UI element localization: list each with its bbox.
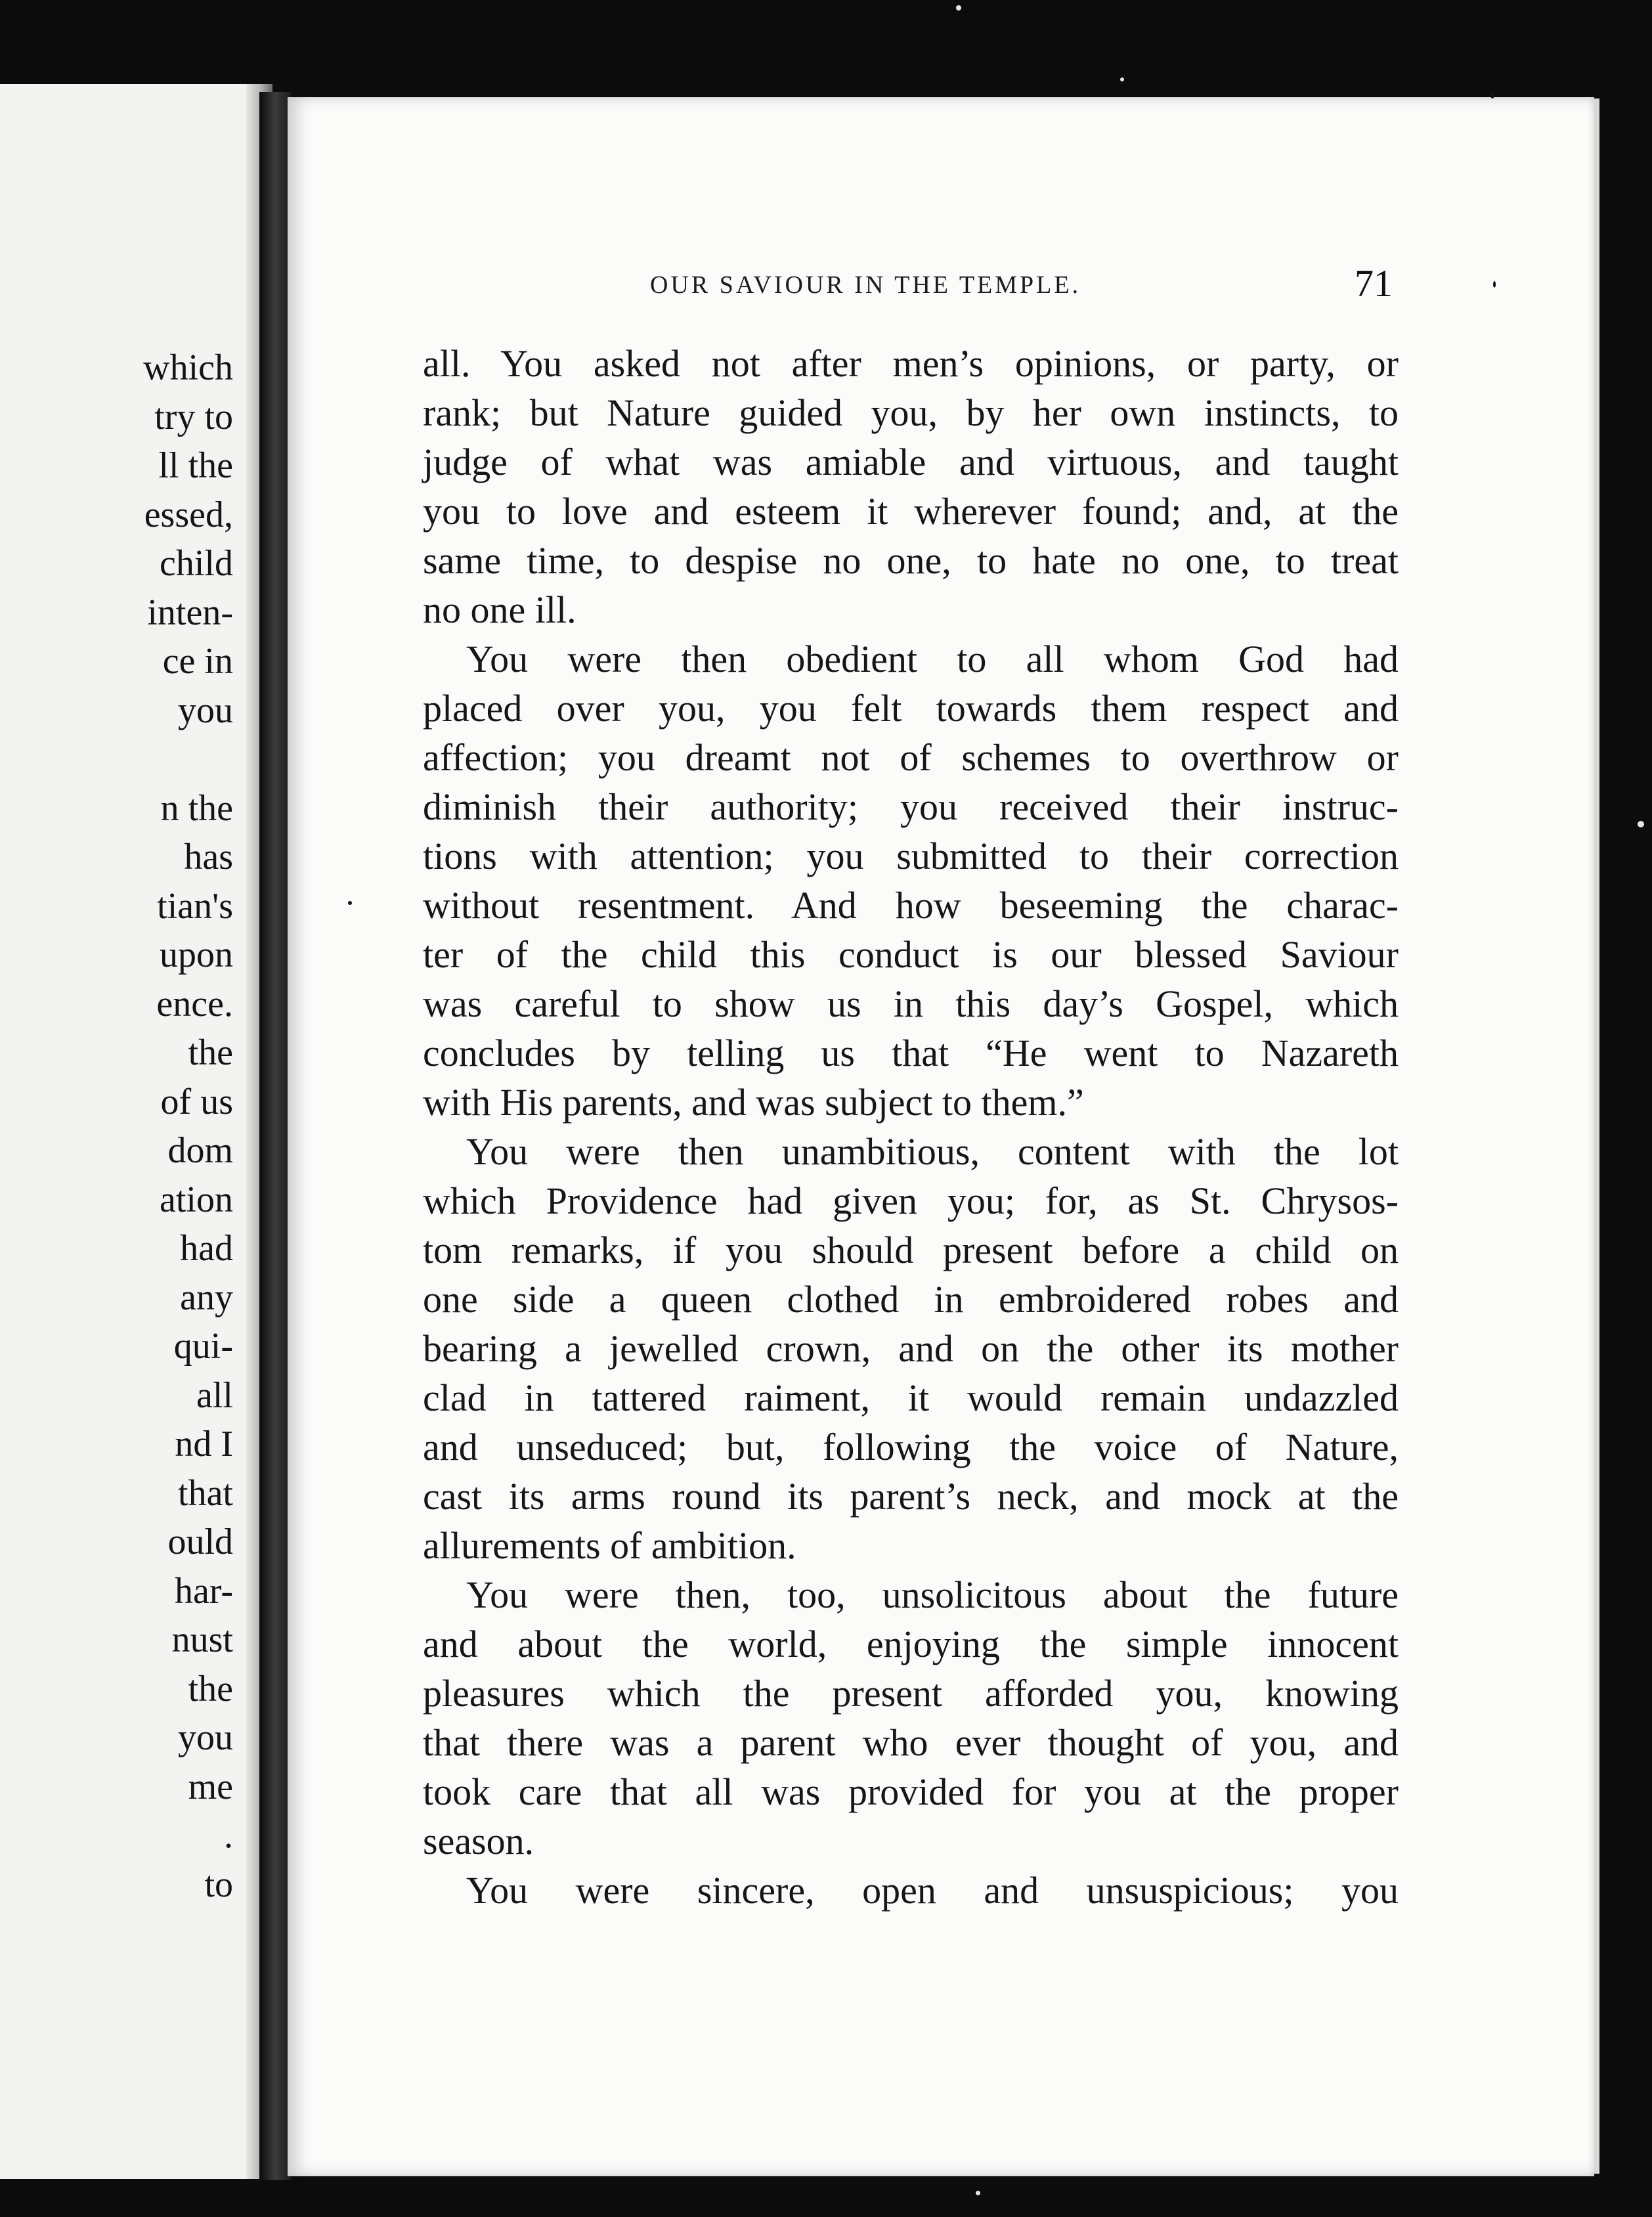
text-line: with His parents, and was subject to them.” bbox=[423, 1081, 1084, 1124]
left-page-line: me bbox=[188, 1766, 233, 1807]
left-page-line: child bbox=[160, 543, 233, 584]
left-page-line: you bbox=[178, 1717, 233, 1758]
left-page-line: ould bbox=[167, 1522, 233, 1562]
left-page-line: nust bbox=[171, 1619, 233, 1660]
left-page-line: has bbox=[184, 837, 233, 877]
page-edge bbox=[1594, 99, 1599, 2174]
dust-mark bbox=[1490, 92, 1494, 99]
text-line: and about the world, enjoying the simple innocent bbox=[423, 1623, 1399, 1665]
left-page-line: any bbox=[180, 1277, 233, 1318]
text-line: You were sincere, open and unsuspicious; you bbox=[466, 1869, 1399, 1912]
text-line: all. You asked not after men’s opinions, or party, or bbox=[423, 342, 1399, 385]
left-page-line: n the bbox=[160, 787, 233, 829]
text-line: allurements of ambition. bbox=[423, 1524, 796, 1567]
text-line: clad in tattered raiment, it would remain undazzled bbox=[423, 1376, 1399, 1419]
text-line: rank; but Nature guided you, by her own instincts, to bbox=[423, 391, 1399, 434]
left-page-line: tian's bbox=[157, 885, 233, 927]
text-line: ter of the child this conduct is our blessed Saviour bbox=[423, 933, 1399, 976]
left-page-line: try to bbox=[154, 396, 233, 437]
text-line: that there was a parent who ever thought of you, and bbox=[423, 1721, 1399, 1764]
left-page-line: inten- bbox=[147, 592, 233, 633]
book-spine-gutter bbox=[259, 92, 291, 2180]
scan-speck bbox=[976, 2191, 980, 2195]
body-text bbox=[423, 339, 1399, 1915]
left-page-line: which bbox=[143, 347, 233, 388]
left-page-line: ll the bbox=[158, 445, 233, 486]
scan-speck bbox=[956, 5, 961, 11]
text-line: You were then obedient to all whom God had bbox=[466, 638, 1399, 680]
left-page-line: essed, bbox=[144, 494, 233, 535]
text-line: which Providence had given you; for, as St. Chrysos- bbox=[423, 1179, 1399, 1222]
left-page-line: har- bbox=[174, 1570, 233, 1612]
text-line: same time, to despise no one, to hate no one, to treat bbox=[423, 539, 1399, 582]
left-page-line: the bbox=[188, 1668, 233, 1709]
left-page-line: . bbox=[224, 1815, 233, 1856]
dust-mark bbox=[1493, 281, 1496, 288]
text-line: You were then unambitious, content with the lot bbox=[466, 1130, 1399, 1173]
text-line: tions with attention; you submitted to their correction bbox=[423, 835, 1399, 877]
left-page-line: the bbox=[188, 1032, 233, 1073]
text-line: was careful to show us in this day’s Gospel, which bbox=[423, 982, 1399, 1025]
text-line: judge of what was amiable and virtuous, and taught bbox=[423, 441, 1399, 483]
left-facing-page bbox=[0, 84, 272, 2179]
left-page-line: had bbox=[180, 1228, 233, 1269]
left-page-line: upon bbox=[160, 934, 233, 975]
left-page-line: ence. bbox=[156, 983, 233, 1024]
dust-mark bbox=[348, 901, 352, 905]
scan-speck bbox=[1638, 821, 1644, 827]
left-page-line: all bbox=[196, 1374, 233, 1416]
text-line: season. bbox=[423, 1820, 534, 1862]
left-page-line: that bbox=[178, 1472, 233, 1514]
left-page-line: you bbox=[178, 690, 233, 731]
text-line: placed over you, you felt towards them respect and bbox=[423, 687, 1399, 730]
text-line: cast its arms round its parent’s neck, and mock at the bbox=[423, 1475, 1399, 1518]
running-head: OUR SAVIOUR IN THE TEMPLE. bbox=[650, 271, 1081, 299]
left-page-line: dom bbox=[167, 1130, 233, 1171]
left-page-line: to bbox=[204, 1864, 233, 1905]
left-page-line: ation bbox=[160, 1179, 233, 1220]
text-line: took care that all was provided for you at the proper bbox=[423, 1770, 1399, 1813]
text-line: bearing a jewelled crown, and on the other its mother bbox=[423, 1327, 1399, 1370]
text-line: without resentment. And how beseeming the charac- bbox=[423, 884, 1399, 927]
text-line: You were then, too, unsolicitous about the future bbox=[466, 1573, 1399, 1616]
text-line: and unseduced; but, following the voice of Nature, bbox=[423, 1426, 1399, 1468]
left-page-line: of us bbox=[160, 1081, 233, 1122]
page-number: 71 bbox=[1355, 262, 1393, 305]
text-line: diminish their authority; you received their instruc- bbox=[423, 785, 1399, 828]
text-line: no one ill. bbox=[423, 588, 576, 631]
text-line: concludes by telling us that “He went to Nazareth bbox=[423, 1032, 1399, 1074]
text-line: affection; you dreamt not of schemes to overthrow or bbox=[423, 736, 1399, 779]
left-page-line: nd I bbox=[175, 1424, 233, 1464]
text-line: you to love and esteem it wherever found; and, at the bbox=[423, 490, 1399, 533]
text-line: one side a queen clothed in embroidered robes and bbox=[423, 1278, 1399, 1321]
text-line: pleasures which the present afforded you, knowing bbox=[423, 1672, 1399, 1715]
left-page-line: qui- bbox=[173, 1326, 233, 1367]
text-line: tom remarks, if you should present before a child on bbox=[423, 1229, 1399, 1271]
scan-speck bbox=[1120, 77, 1124, 81]
left-page-line: ce in bbox=[162, 641, 233, 682]
